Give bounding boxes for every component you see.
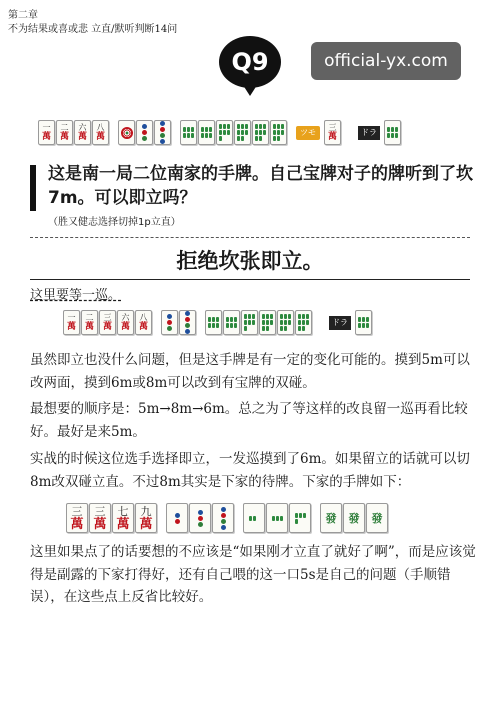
question-note: （胜又健志选择切掉1p立直） bbox=[48, 217, 181, 228]
man-glyph: 萬 bbox=[70, 516, 84, 532]
man-tile bbox=[112, 503, 134, 533]
pin-tile bbox=[118, 120, 135, 145]
paragraph-3: 实战的时候这位选手选择即立，一发巡摸到了6m。如果留立的话就可以切8m改双碰立直。不过8m其实是下家的待牌。下家的手牌如下： bbox=[30, 451, 470, 490]
bamboo-icon bbox=[208, 317, 219, 328]
tile-number: 六 bbox=[78, 123, 87, 132]
hand-tiles-2 bbox=[63, 310, 373, 335]
hatsu-glyph: 發 bbox=[325, 512, 337, 525]
chapter-label: 第二章 bbox=[8, 10, 38, 21]
man-tile bbox=[135, 310, 152, 335]
tile-number: 七 bbox=[117, 504, 129, 518]
closing-paragraph: 这里如果点了的话要想的不应该是“如果刚才立直了就好了啊”，而是应该觉得是副露的下家打得好，还有自己喂的这一口5s是自己的问题（手顺错误），在这些点上反省比较好。 bbox=[30, 544, 476, 605]
man-glyph: 萬 bbox=[59, 132, 69, 142]
sou-tile bbox=[266, 503, 288, 533]
man-glyph: 萬 bbox=[116, 516, 130, 532]
man-glyph: 萬 bbox=[120, 322, 130, 332]
question-bar bbox=[30, 165, 36, 211]
pin-circle-icon bbox=[121, 127, 133, 139]
man-tile bbox=[74, 120, 91, 145]
honor-tile bbox=[343, 503, 365, 533]
pin-dots-icon bbox=[221, 507, 226, 530]
answer-title: 拒绝坎张即立。 bbox=[176, 249, 324, 273]
pin-tile bbox=[154, 120, 171, 145]
pin-dots-icon bbox=[167, 314, 172, 331]
bamboo-icon bbox=[295, 513, 306, 524]
pin-tile bbox=[136, 120, 153, 145]
bamboo-icon bbox=[273, 124, 284, 141]
solid-divider bbox=[30, 279, 470, 280]
tsumo-label: ツモ bbox=[296, 126, 320, 140]
tile-number: 二 bbox=[85, 313, 94, 322]
sou-tile bbox=[252, 120, 269, 145]
man-glyph: 萬 bbox=[138, 322, 148, 332]
hand-tiles-3 bbox=[66, 503, 389, 533]
tile-number: 二 bbox=[60, 123, 69, 132]
paragraph-1: 虽然即立也没什么问题，但是这手牌是有一定的变化可能的。摸到5m可以改两面，摸到6m或8m可以改到有宝牌的双碰。 bbox=[30, 352, 470, 391]
tile-number: 八 bbox=[139, 313, 148, 322]
man-glyph: 萬 bbox=[84, 322, 94, 332]
tile-number: 六 bbox=[121, 313, 130, 322]
pin-tile bbox=[179, 310, 196, 335]
question-badge-tail bbox=[241, 82, 259, 96]
paragraph-2: 最想要的顺序是：5m→8m→6m。总之为了等这样的改良留一巡再看比较好。最好是来5m。 bbox=[30, 401, 468, 440]
man-tile bbox=[117, 310, 134, 335]
man-glyph: 萬 bbox=[77, 132, 87, 142]
pin-dots-icon bbox=[142, 124, 147, 141]
tile-number: 八 bbox=[96, 123, 105, 132]
tile-number: 一 bbox=[42, 123, 51, 132]
tile-number: 三 bbox=[71, 504, 83, 518]
hatsu-glyph: 發 bbox=[348, 512, 360, 525]
honor-tile bbox=[320, 503, 342, 533]
man-tile bbox=[135, 503, 157, 533]
tile-number: 三 bbox=[103, 313, 112, 322]
man-glyph: 萬 bbox=[139, 516, 153, 532]
sou-tile bbox=[270, 120, 287, 145]
dora-label: ドラ bbox=[358, 126, 380, 140]
bamboo-icon bbox=[262, 314, 273, 331]
man-glyph: 萬 bbox=[66, 322, 76, 332]
bamboo-icon bbox=[237, 124, 248, 141]
man-tile bbox=[63, 310, 80, 335]
bamboo-icon bbox=[298, 314, 309, 331]
man-tile bbox=[56, 120, 73, 145]
tile-number: 三 bbox=[94, 504, 106, 518]
bamboo-icon bbox=[387, 127, 398, 138]
man-tile bbox=[66, 503, 88, 533]
watermark-label: official-yx.com bbox=[311, 42, 461, 80]
honor-tile bbox=[366, 503, 388, 533]
sou-tile bbox=[355, 310, 372, 335]
chapter-subtitle: 不为结果或喜或悲 立直/默听判断14问 bbox=[8, 24, 178, 35]
pin-dots-icon bbox=[160, 121, 165, 144]
wait-line: 这里要等一巡。 bbox=[30, 288, 122, 303]
bamboo-icon bbox=[255, 124, 266, 141]
dora-label: ドラ bbox=[329, 316, 351, 330]
pin-dots-icon bbox=[198, 510, 203, 527]
man-tile bbox=[89, 503, 111, 533]
sou-tile bbox=[234, 120, 251, 145]
bamboo-icon bbox=[249, 516, 260, 521]
sou-tile bbox=[223, 310, 240, 335]
sou-tile bbox=[277, 310, 294, 335]
man-glyph: 萬 bbox=[102, 322, 112, 332]
bamboo-icon bbox=[226, 317, 237, 328]
sou-tile bbox=[205, 310, 222, 335]
bamboo-icon bbox=[358, 317, 369, 328]
tile-number: 九 bbox=[140, 504, 152, 518]
sou-tile bbox=[259, 310, 276, 335]
question-text: 这是南一局二位南家的手牌。自己宝牌对子的牌听到了坎7m。可以即立吗？ bbox=[48, 164, 473, 208]
man-tile bbox=[81, 310, 98, 335]
man-glyph: 萬 bbox=[327, 132, 337, 142]
bamboo-icon bbox=[244, 314, 255, 331]
tile-number: 一 bbox=[67, 313, 76, 322]
man-tile bbox=[324, 120, 341, 145]
sou-tile bbox=[384, 120, 401, 145]
pin-tile bbox=[189, 503, 211, 533]
hand-tiles-1 bbox=[38, 120, 402, 145]
sou-tile bbox=[295, 310, 312, 335]
man-glyph: 萬 bbox=[93, 516, 107, 532]
man-glyph: 萬 bbox=[95, 132, 105, 142]
man-glyph: 萬 bbox=[41, 132, 51, 142]
man-tile bbox=[99, 310, 116, 335]
pin-tile bbox=[212, 503, 234, 533]
sou-tile bbox=[243, 503, 265, 533]
question-badge: Q9 bbox=[219, 36, 281, 88]
man-tile bbox=[92, 120, 109, 145]
sou-tile bbox=[180, 120, 197, 145]
sou-tile bbox=[216, 120, 233, 145]
hatsu-glyph: 發 bbox=[371, 512, 383, 525]
sou-tile bbox=[198, 120, 215, 145]
bamboo-icon bbox=[183, 127, 194, 138]
sou-tile bbox=[241, 310, 258, 335]
pin-dots-icon bbox=[185, 311, 190, 334]
pin-dots-icon bbox=[175, 513, 180, 524]
sou-tile bbox=[289, 503, 311, 533]
pin-tile bbox=[166, 503, 188, 533]
bamboo-icon bbox=[201, 127, 212, 138]
tile-number: 三 bbox=[328, 123, 337, 132]
bamboo-icon bbox=[280, 314, 291, 331]
bamboo-icon bbox=[272, 516, 283, 521]
man-tile bbox=[38, 120, 55, 145]
pin-tile bbox=[161, 310, 178, 335]
bamboo-icon bbox=[219, 124, 230, 141]
dashed-divider bbox=[30, 237, 470, 238]
